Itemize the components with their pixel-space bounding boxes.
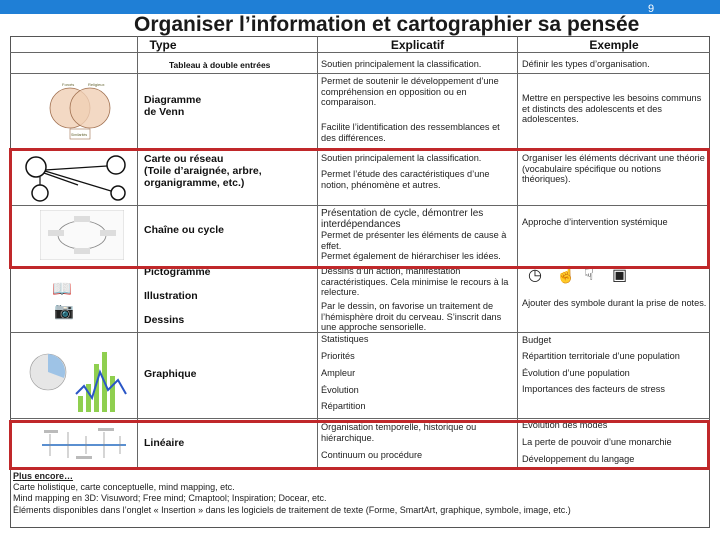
row-explicatif: Organisation temporelle, historique ou hiérarchique. bbox=[321, 422, 477, 443]
row-exemple-item: Répartition territoriale d’une population bbox=[522, 351, 680, 361]
row-type-lineaire: Linéaire bbox=[144, 437, 185, 449]
top-accent-bar bbox=[0, 0, 720, 14]
book-icon: 📖 bbox=[52, 281, 72, 298]
highlight-box-carte-chaine bbox=[9, 148, 710, 269]
page-number: 9 bbox=[648, 3, 655, 15]
page-title: Organiser l’information et cartographier sa pensée bbox=[134, 13, 640, 36]
camera-icon: 📷 bbox=[54, 303, 74, 320]
row-exemple: Ajouter des symbole durant la prise de notes. bbox=[522, 298, 707, 308]
header-explicatif: Explicatif bbox=[390, 38, 445, 52]
row-exemple: Mettre en perspective les besoins communs et distincts des adolescents et des adolescentes. bbox=[522, 93, 702, 124]
venn-label-bottom: Similarités bbox=[71, 133, 88, 137]
row-exemple-item: Développement du langage bbox=[522, 454, 635, 464]
clock-icon: ◷ bbox=[528, 267, 542, 284]
graph-illustration bbox=[26, 350, 130, 414]
row-explicatif: Présentation de cycle, démontrer les interdépendances bbox=[321, 208, 484, 230]
row-explicatif-item: Répartition bbox=[321, 401, 366, 411]
row-explicatif: Facilite l’identification des ressemblances et des différences. bbox=[321, 122, 500, 143]
row-explicatif: Permet l’étude des caractéristiques d’une notion, phénomène et autres. bbox=[321, 169, 490, 190]
row-divider bbox=[10, 73, 710, 74]
row-exemple-item: Évolution des modes bbox=[522, 420, 608, 430]
row-type-venn: Diagramme de Venn bbox=[144, 94, 202, 118]
header-type: Type bbox=[149, 38, 177, 52]
row-exemple-item: La perte de pouvoir d’une monarchie bbox=[522, 437, 672, 447]
footer-line: Éléments disponibles dans l’onglet « Insertion » dans les logiciels de traitement de texte (Forme, SmartArt, graphique, symbole, image, etc.) bbox=[13, 505, 571, 515]
row-explicatif: Dessins d’un action, manifestation caractéristiques. Cela minimise le recours à la relecture. bbox=[321, 266, 509, 297]
row-type-tableau: Tableau à double entrées bbox=[169, 60, 271, 70]
row-divider bbox=[10, 418, 710, 419]
venn-label-right: Religieux bbox=[88, 82, 105, 87]
row-explicatif-item: Statistiques bbox=[321, 334, 369, 344]
row-type-graphique: Graphique bbox=[144, 368, 197, 380]
row-explicatif: Permet de présenter les éléments de cause à effet. bbox=[321, 230, 507, 251]
row-type-carte: Carte ou réseau (Toile d’araignée, arbre, organigramme, etc.) bbox=[144, 153, 262, 189]
row-explicatif: Permet de soutenir le développement d’une compréhension en opposition ou en comparaison. bbox=[321, 76, 499, 107]
row-explicatif: Soutien principalement la classification. bbox=[321, 153, 482, 163]
row-exemple-item: Évolution d’une population bbox=[522, 368, 630, 378]
row-explicatif-item: Évolution bbox=[321, 385, 359, 395]
venn-diagram-illustration bbox=[40, 80, 120, 142]
row-exemple-item: Importances des facteurs de stress bbox=[522, 384, 665, 394]
row-exemple: Organiser les éléments décrivant une théorie (vocabulaire spécifique ou notions théoriques). bbox=[522, 153, 705, 184]
row-type-chaine: Chaîne ou cycle bbox=[144, 224, 224, 236]
thumbs-up-icon: ☝ bbox=[556, 267, 576, 284]
highlight-box-lineaire bbox=[9, 420, 710, 470]
footer-line: Carte holistique, carte conceptuelle, mind mapping, etc. bbox=[13, 482, 235, 492]
row-explicatif: Permet également de hiérarchiser les idées. bbox=[321, 251, 501, 261]
header-exemple: Exemple bbox=[589, 38, 639, 52]
row-explicatif-item: Priorités bbox=[321, 351, 355, 361]
venn-label-left: Forcés bbox=[62, 82, 75, 87]
row-type-pictogramme: Pictogramme Illustration Dessins bbox=[144, 266, 211, 326]
row-exemple: Définir les types d’organisation. bbox=[522, 59, 650, 69]
row-explicatif: Par le dessin, on favorise un traitement de l’hémisphère droit du cerveau. S’inscrit dans une approche sensorielle. bbox=[321, 301, 502, 332]
row-exemple: Approche d’intervention systémique bbox=[522, 217, 668, 227]
row-explicatif: Soutien principalement la classification. bbox=[321, 59, 482, 69]
row-explicatif: Continuum ou procédure bbox=[321, 450, 423, 460]
footer-line: Mind mapping en 3D: Visuword; Free mind; Cmaptool; Inspiration; Docear, etc. bbox=[13, 493, 327, 503]
footer-title: Plus encore… bbox=[13, 471, 74, 481]
thumbs-down-icon: ☟ bbox=[584, 267, 594, 284]
radio-icon: ▣ bbox=[612, 267, 628, 284]
row-explicatif-item: Ampleur bbox=[321, 368, 356, 378]
row-divider bbox=[10, 52, 710, 53]
row-exemple-item: Budget bbox=[522, 335, 552, 345]
